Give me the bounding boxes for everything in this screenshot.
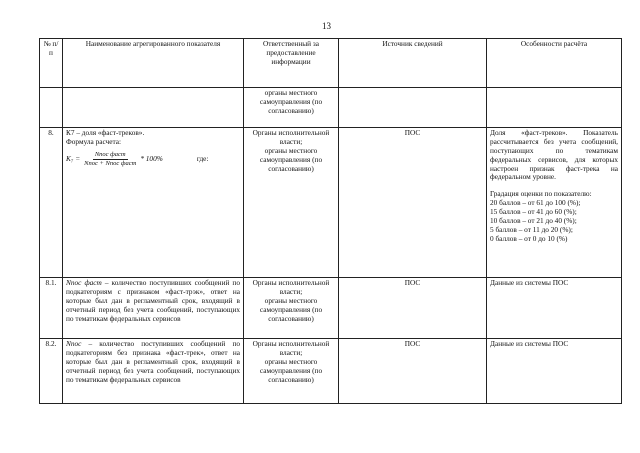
formula-fraction [82, 151, 138, 168]
row-number: 8.1. [40, 278, 63, 339]
grade-item: 0 баллов – от 0 до 10 (%) [490, 233, 568, 243]
header-name: Наименование агрегированного показателя [63, 39, 244, 88]
responsible-line: органы местного самоуправления (по согласованию) [259, 356, 323, 384]
indicator-cell [63, 339, 244, 404]
table-row [40, 88, 622, 128]
table-row [40, 128, 622, 278]
indicator-description: – количество поступивших сообщений по подкатегориям без признака «фаст-трек», ответ на которые был дан в регламентный срок, входящий в отчетный период без учета сообщений, поступающих по тематикам федеральных сервисов [66, 339, 241, 384]
responsible-cell [244, 128, 339, 278]
notes-cell: Данные из системы ПОС [487, 278, 622, 339]
responsible-line: органы местного самоуправления (по согласованию) [259, 295, 323, 323]
source-cell: ПОС [339, 128, 487, 278]
formula-multiplier: * 100% [140, 153, 163, 163]
indicator-description: – количество поступивших сообщений по подкатегориям с признаком «фаст-трэк», ответ на которые был дан в регламентный срок, входящий в отчетный период без учета сообщений, поступающих по тематикам федеральных сервисов [66, 278, 240, 323]
formula-label: Формула расчета: [66, 136, 122, 146]
formula-symbol: Nпос фаст [66, 278, 102, 287]
formula-symbol: Nпос [66, 339, 82, 348]
responsible-line: Органы исполнительной власти; [252, 339, 330, 357]
table-header-row [40, 39, 622, 88]
formula-lhs: K₇ = [66, 153, 81, 163]
indicator-table [39, 38, 622, 404]
table-row [40, 278, 622, 339]
row-number: 8. [40, 128, 63, 278]
header-source: Источник сведений [339, 39, 487, 88]
row-number: 8.2. [40, 339, 63, 404]
responsible-line: Органы исполнительной власти; [252, 278, 330, 296]
notes-text: Доля «фаст-треков». Показатель рассчитывается без учета сообщений, поступающих по тематикам федеральных сервисов, для которых настроен признак фаст-трека на федеральном уровне. [490, 128, 618, 182]
grading-title: Градация оценки по показателю: [490, 189, 592, 199]
responsible-cell: органы местного самоуправления (по согласованию) [244, 88, 339, 128]
formula-numerator: Nпос фаст [94, 150, 126, 158]
indicator-name: К7 – доля «фаст-треков». [66, 128, 145, 137]
grade-item: 15 баллов – от 41 до 60 (%); [490, 207, 577, 217]
table-row [40, 339, 622, 404]
grade-item: 10 баллов – от 21 до 40 (%); [490, 216, 577, 226]
responsible-line: органы местного самоуправления (по согласованию) [259, 145, 323, 173]
responsible-cell [244, 278, 339, 339]
header-number: № п/п [40, 39, 63, 88]
header-responsible: Ответственный за предоставление информации [244, 39, 339, 88]
responsible-cell [244, 339, 339, 404]
grade-item: 5 баллов – от 11 до 20 (%); [490, 224, 573, 234]
formula [66, 151, 240, 168]
formula-where: где: [196, 153, 209, 163]
page-number: 13 [322, 21, 331, 31]
indicator-cell [63, 128, 244, 278]
indicator-cell [63, 278, 244, 339]
responsible-line: Органы исполнительной власти; [252, 128, 330, 146]
formula-denominator: Nпос + Nпос фаст [84, 159, 137, 167]
notes-cell [487, 128, 622, 278]
grade-item: 20 баллов – от 61 до 100 (%); [490, 198, 581, 208]
notes-cell: Данные из системы ПОС [487, 339, 622, 404]
source-cell: ПОС [339, 278, 487, 339]
source-cell: ПОС [339, 339, 487, 404]
header-notes: Особенности расчёта [487, 39, 622, 88]
